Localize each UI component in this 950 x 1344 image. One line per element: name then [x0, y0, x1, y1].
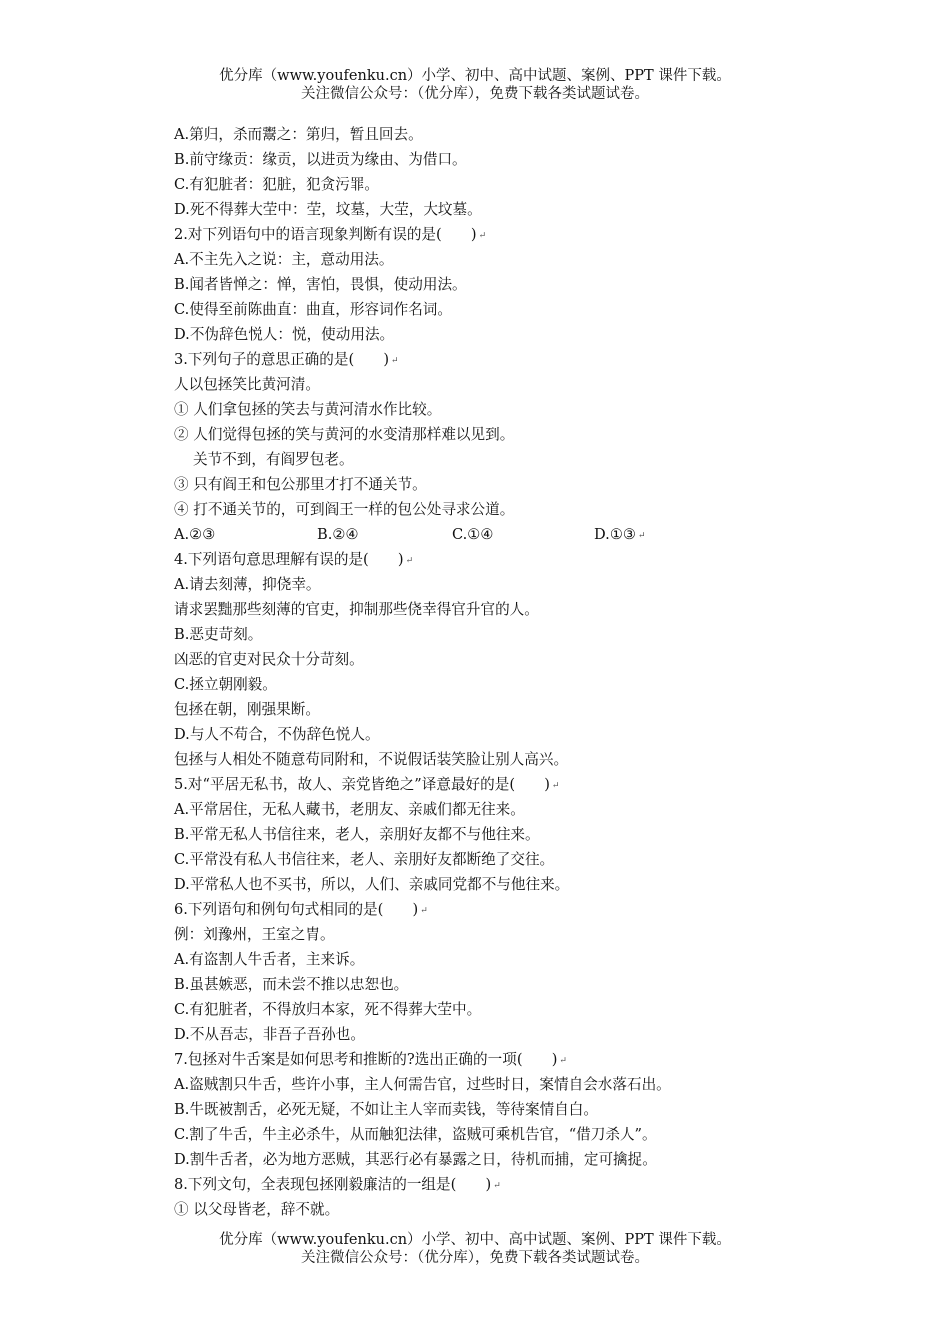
- q3-stem-text: 3.下列句子的意思正确的是( ): [174, 351, 390, 368]
- q3-item-2: ② 人们觉得包拯的笑与黄河的水变清那样难以见到。: [174, 426, 515, 443]
- q7-stem: [174, 1047, 934, 1072]
- q7-stem-text: 7.包拯对牛舌案是如何思考和推断的?选出正确的一项( ): [174, 1051, 558, 1068]
- return-mark-icon: ↵: [551, 781, 560, 791]
- q1-option-a: A.第归，杀而鬻之：第归，暂且回去。: [174, 126, 423, 143]
- q6-example: 例：刘豫州，王室之胄。: [174, 926, 335, 943]
- return-mark-icon: ↵: [420, 906, 428, 916]
- q6-stem: [174, 897, 934, 922]
- q8-stem: [174, 1172, 934, 1197]
- q3-sentence-2: 关节不到，有阎罗包老。: [193, 451, 354, 468]
- q3-item-3: ③ 只有阎王和包公那里才打不通关节。: [174, 476, 427, 493]
- q5-option-c: C.平常没有私人书信往来，老人、亲朋好友都断绝了交往。: [174, 851, 555, 868]
- q8-item-1: ① 以父母皆老，辞不就。: [174, 1201, 340, 1218]
- q2-stem-text: 2.对下列语句中的语言现象判断有误的是( ): [174, 226, 477, 243]
- q8-stem-text: 8.下列文句，全表现包拯刚毅廉洁的一组是( ): [174, 1176, 492, 1193]
- q3-choice-b: B.②④: [317, 526, 359, 543]
- q3-choice-d: D.①③: [594, 526, 636, 543]
- q6-stem-text: 6.下列语句和例句句式相同的是( ): [174, 901, 419, 918]
- q5-stem-text: 5.对“平居无私书，故人、亲党皆绝之”译意最好的是( ): [174, 776, 550, 793]
- document-body: [174, 122, 934, 1222]
- return-mark-icon: ↵: [391, 356, 399, 366]
- return-mark-icon: ↵: [559, 1056, 567, 1066]
- q6-option-b: B.虽甚嫉恶，而未尝不推以忠恕也。: [174, 976, 409, 993]
- header-line-1: 优分库（www.youfenku.cn）小学、初中、高中试题、案例、PPT 课件下载。: [219, 68, 731, 84]
- q4-option-d: D.与人不苟合，不伪辞色悦人。: [174, 726, 380, 743]
- q6-option-d: D.不从吾志，非吾子吾孙也。: [174, 1026, 365, 1043]
- footer-line-2: 关注微信公众号：（优分库），免费下载各类试题试卷。: [301, 1250, 649, 1266]
- q5-stem: [174, 772, 934, 797]
- q7-option-d: D.割牛舌者，必为地方恶贼，其恶行必有暴露之日，待机而捕，定可擒捉。: [174, 1151, 657, 1168]
- header-line-2: 关注微信公众号：（优分库），免费下载各类试题试卷。: [301, 86, 649, 102]
- q2-option-a: A.不主先入之说：主，意动用法。: [174, 251, 394, 268]
- q3-item-4: ④ 打不通关节的，可到阎王一样的包公处寻求公道。: [174, 501, 515, 518]
- q4-option-c-translation: 包拯在朝，刚强果断。: [174, 701, 320, 718]
- page-footer: [0, 1231, 950, 1267]
- q4-option-a: A.请去刻薄，抑侥幸。: [174, 576, 321, 593]
- q1-option-c: C.有犯脏者：犯脏，犯贪污罪。: [174, 176, 380, 193]
- q3-sentence-1: 人以包拯笑比黄河清。: [174, 376, 320, 393]
- q7-option-a: A.盗贼割只牛舌，些许小事，主人何需告官，过些时日，案情自会水落石出。: [174, 1076, 671, 1093]
- q4-option-c: C.拯立朝刚毅。: [174, 676, 277, 693]
- q4-option-a-translation: 请求罢黜那些刻薄的官吏，抑制那些侥幸得官升官的人。: [174, 601, 539, 618]
- q5-option-a: A.平常居住，无私人藏书，老朋友、亲戚们都无往来。: [174, 801, 525, 818]
- q1-option-b: B.前守缘贡：缘贡，以进贡为缘由、为借口。: [174, 151, 467, 168]
- q4-option-b: B.恶吏苛刻。: [174, 626, 263, 643]
- page-header: [0, 67, 950, 103]
- q4-option-b-translation: 凶恶的官吏对民众十分苛刻。: [174, 651, 364, 668]
- return-mark-icon: ↵: [493, 1181, 501, 1191]
- q3-choices: [174, 522, 934, 547]
- footer-line-1: 优分库（www.youfenku.cn）小学、初中、高中试题、案例、PPT 课件下载。: [219, 1232, 731, 1248]
- q7-option-b: B.牛既被割舌，必死无疑，不如让主人宰而卖钱，等待案情自白。: [174, 1101, 598, 1118]
- q6-option-c: C.有犯脏者，不得放归本家，死不得葬大茔中。: [174, 1001, 482, 1018]
- return-mark-icon: ↵: [638, 531, 646, 541]
- q2-option-b: B.闻者皆惮之：惮，害怕，畏惧，使动用法。: [174, 276, 467, 293]
- q3-stem: [174, 347, 934, 372]
- return-mark-icon: ↵: [478, 231, 487, 241]
- q4-stem-text: 4.下列语句意思理解有误的是( ): [174, 551, 404, 568]
- return-mark-icon: ↵: [405, 556, 414, 566]
- q5-option-d: D.平常私人也不买书，所以，人们、亲戚同党都不与他往来。: [174, 876, 570, 893]
- q3-item-1: ① 人们拿包拯的笑去与黄河清水作比较。: [174, 401, 442, 418]
- q6-option-a: A.有盗割人牛舌者，主来诉。: [174, 951, 365, 968]
- q3-choice-a: A.②③: [174, 526, 216, 543]
- q2-stem: [174, 222, 934, 247]
- q5-option-b: B.平常无私人书信往来，老人，亲朋好友都不与他往来。: [174, 826, 540, 843]
- q2-option-c: C.使得至前陈曲直：曲直，形容词作名词。: [174, 301, 452, 318]
- q1-option-d: D.死不得葬大茔中：茔，坟墓，大茔，大坟墓。: [174, 201, 482, 218]
- q4-option-d-translation: 包拯与人相处不随意苟同附和，不说假话装笑脸让别人高兴。: [174, 751, 569, 768]
- q4-stem: [174, 547, 934, 572]
- q7-option-c: C.割了牛舌，牛主必杀牛，从而触犯法律，盗贼可乘机告官，“借刀杀人”。: [174, 1126, 657, 1143]
- q3-choice-c: C.①④: [452, 526, 494, 543]
- q3-choice-d-wrap: [594, 522, 646, 547]
- q2-option-d: D.不伪辞色悦人：悦，使动用法。: [174, 326, 395, 343]
